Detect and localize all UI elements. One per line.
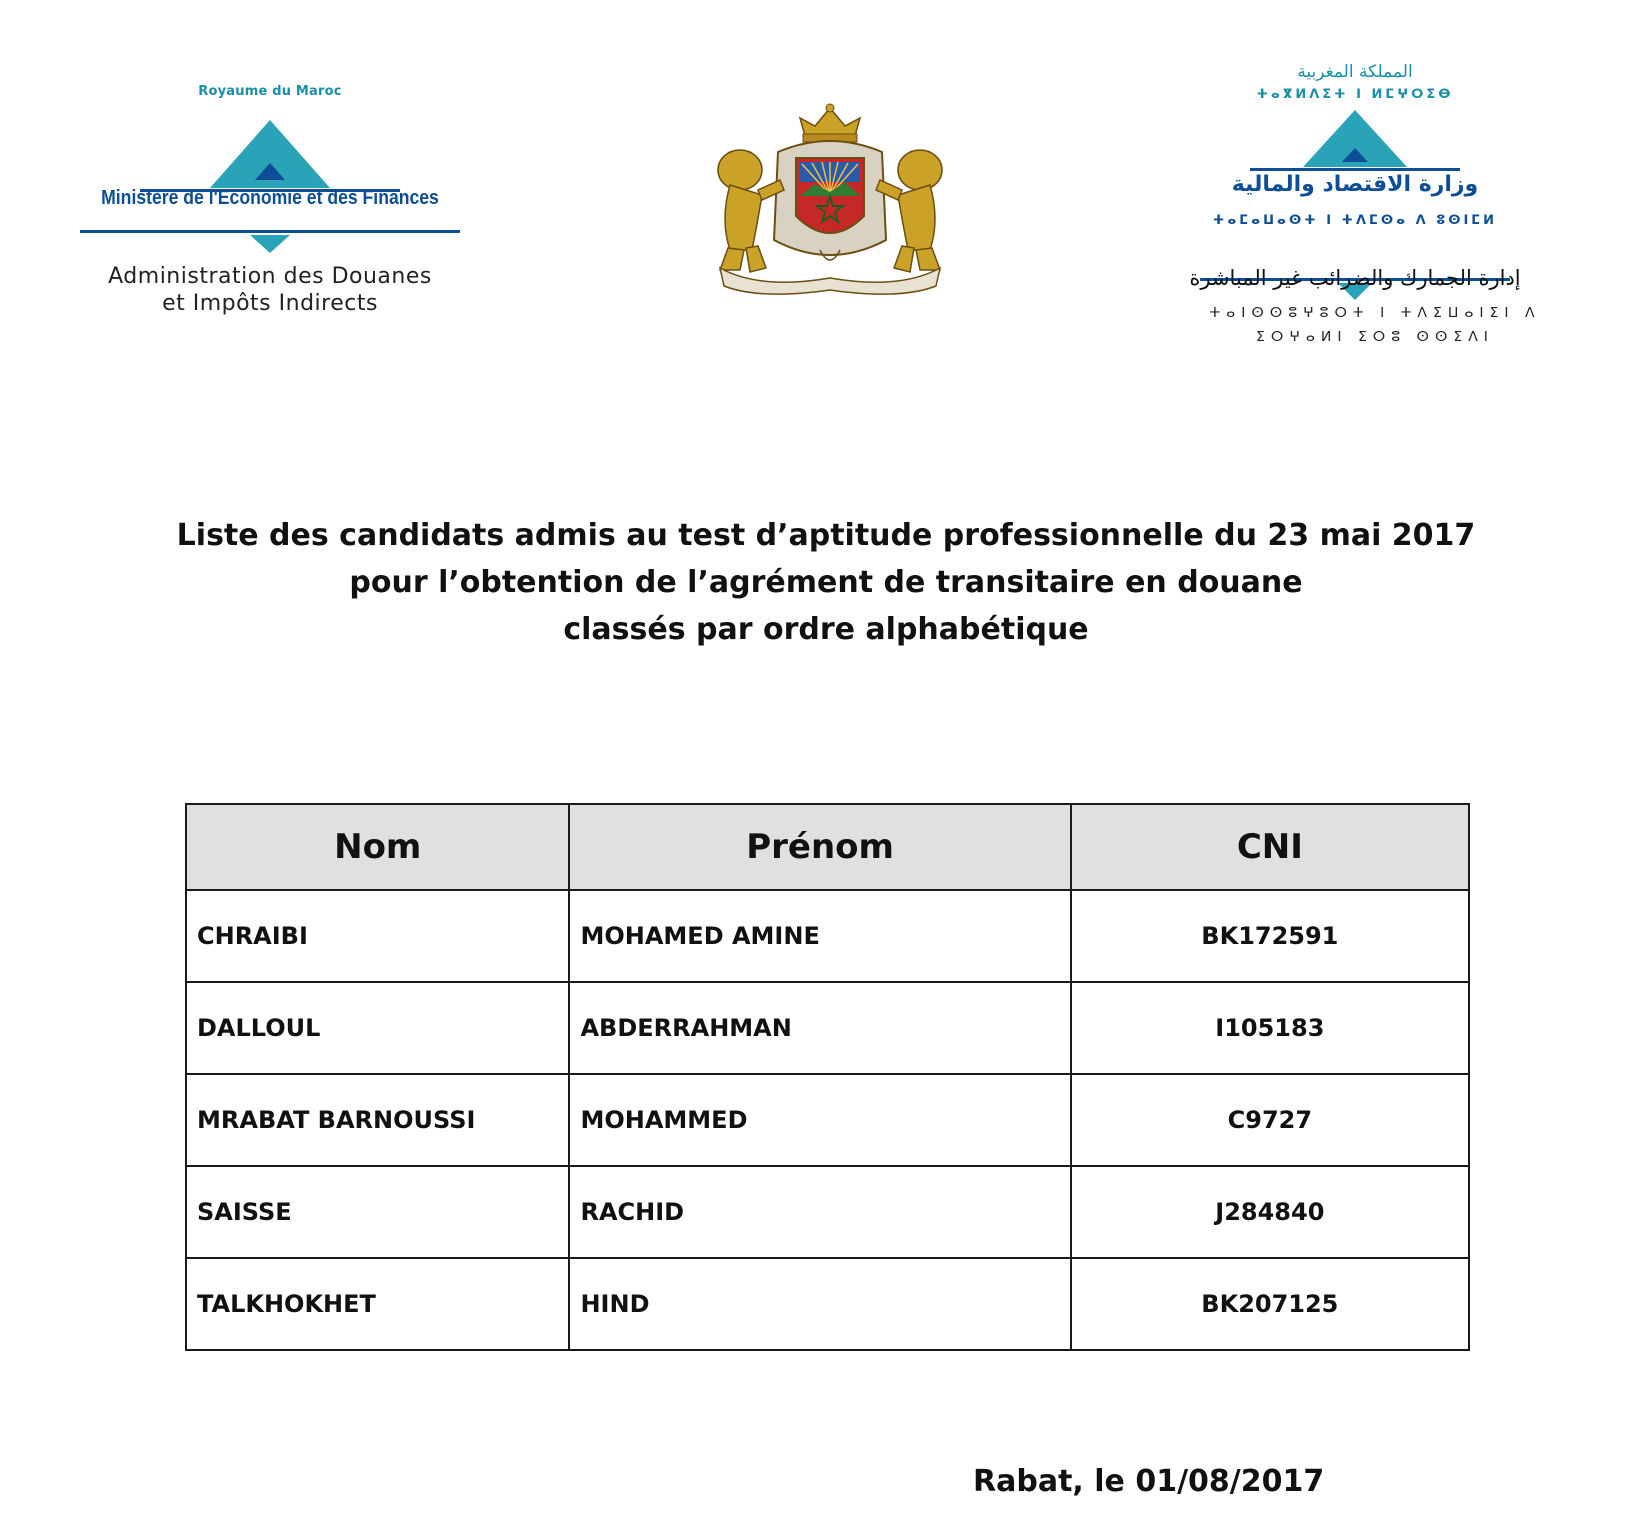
administration-name [60, 263, 480, 317]
cell-cni: C9727 [1071, 1074, 1469, 1166]
column-header-nom: Nom [186, 804, 569, 890]
column-header-prenom: Prénom [569, 804, 1070, 890]
table-header-row [186, 804, 1469, 890]
title-line-3: classés par ordre alphabétique [563, 612, 1089, 647]
column-header-cni: CNI [1071, 804, 1469, 890]
cell-cni: J284840 [1071, 1166, 1469, 1258]
arabic-kingdom-label: المملكة المغربية [1297, 62, 1413, 82]
tifinagh-administration-line-2: ⵉⵔⵖⴰⵍⵏ ⵉⵔⵓ ⵙⵙⵉⴷⵏ [1256, 329, 1494, 345]
tifinagh-kingdom-label: ⵜⴰⴳⵍⴷⵉⵜ ⵏ ⵍⵎⵖⵔⵉⴱ [1256, 87, 1454, 102]
ministry-emblem-icon [70, 110, 470, 260]
cell-prenom: MOHAMED AMINE [569, 890, 1070, 982]
title-line-1: Liste des candidats admis au test d’aptitude professionnelle du 23 mai 2017 [176, 518, 1476, 553]
coat-of-arms-icon [700, 100, 960, 300]
cell-cni: BK172591 [1071, 890, 1469, 982]
cell-nom: SAISSE [186, 1166, 569, 1258]
cell-nom: CHRAIBI [186, 890, 569, 982]
title-line-2: pour l’obtention de l’agrément de transitaire en douane [349, 565, 1303, 600]
tifinagh-ministry-name: ⵜⴰⵎⴰⵡⴰⵙⵜ ⵏ ⵜⴷⵎⵙⴰ ⴷ ⵓⵙⵏⵎⵍ [1212, 213, 1498, 228]
table-row [186, 982, 1469, 1074]
cell-prenom: ABDERRAHMAN [569, 982, 1070, 1074]
kingdom-label: Royaume du Maroc [198, 84, 342, 99]
cell-nom: DALLOUL [186, 982, 569, 1074]
tifinagh-administration-line-1: ⵜⴰⵏⵙⵙⵓⵖⵓⵔⵜ ⵏ ⵜⴷⵉⵡⴰⵏⵉⵏ ⴷ [1209, 305, 1541, 321]
ministry-logo-left [60, 80, 480, 330]
ministry-logo-right [1115, 60, 1635, 360]
table-row [186, 890, 1469, 982]
table-row [186, 1074, 1469, 1166]
administration-line-2: et Impôts Indirects [162, 291, 378, 316]
arabic-administration-name: إدارة الجمارك والضرائب غير المباشرة [1189, 266, 1521, 290]
table-row [186, 1166, 1469, 1258]
cell-nom: MRABAT BARNOUSSI [186, 1074, 569, 1166]
document-title [100, 512, 1552, 653]
cell-cni: BK207125 [1071, 1258, 1469, 1350]
admitted-candidates-table [185, 803, 1470, 1351]
cell-cni: I105183 [1071, 982, 1469, 1074]
table-row [186, 1258, 1469, 1350]
cell-prenom: RACHID [569, 1166, 1070, 1258]
cell-prenom: MOHAMMED [569, 1074, 1070, 1166]
administration-line-1: Administration des Douanes [108, 264, 432, 289]
arabic-ministry-name: وزارة الاقتصاد والمالية [1231, 172, 1479, 197]
ministry-name: Ministère de l'Economie et des Finances [101, 187, 439, 209]
place-and-date: Rabat, le 01/08/2017 [973, 1464, 1325, 1499]
cell-nom: TALKHOKHET [186, 1258, 569, 1350]
cell-prenom: HIND [569, 1258, 1070, 1350]
